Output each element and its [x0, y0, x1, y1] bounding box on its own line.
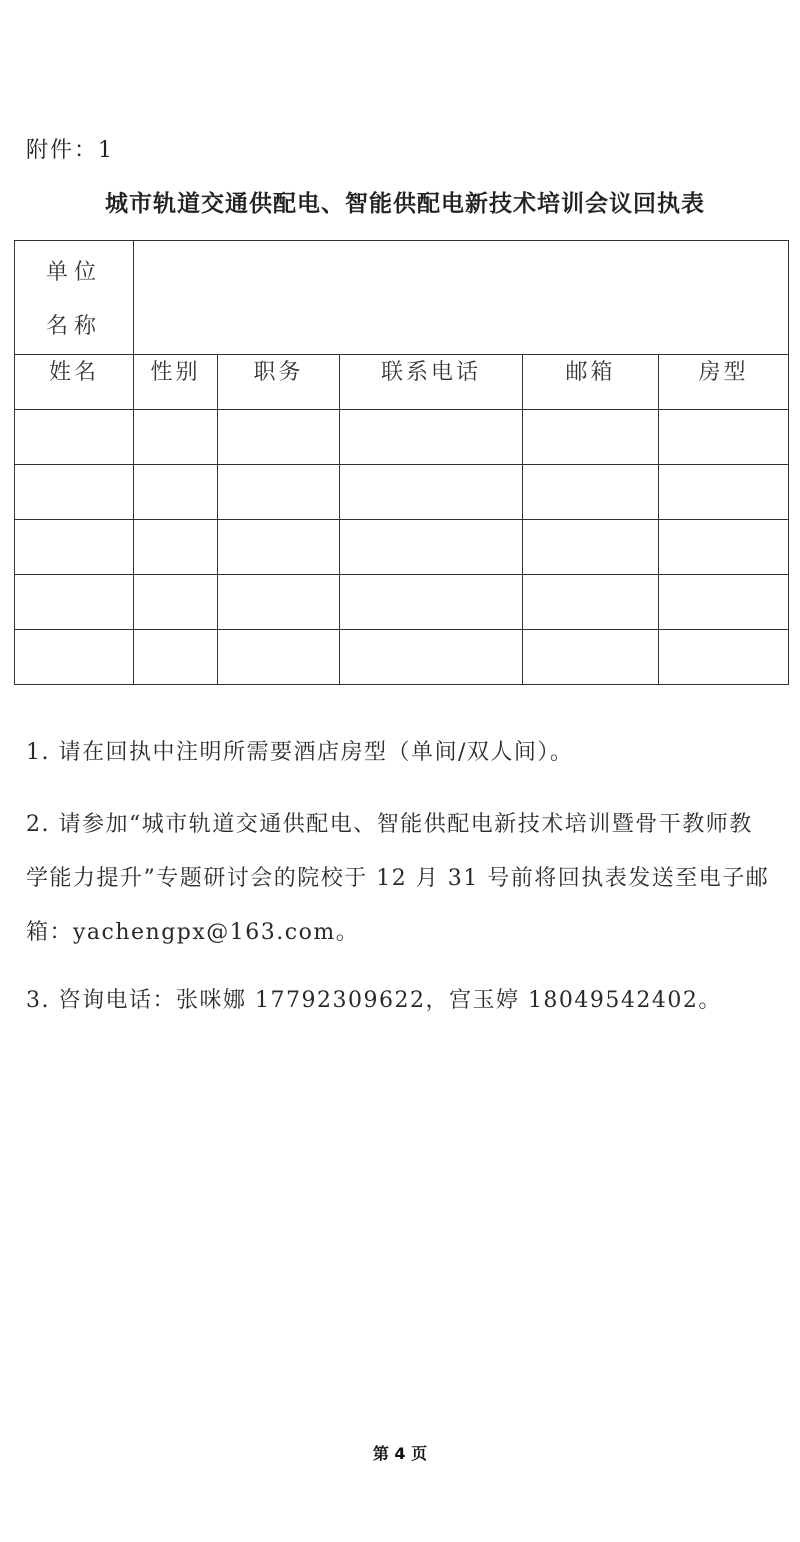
unit-label-line2: 名称	[45, 314, 102, 339]
room-type-cell[interactable]	[659, 410, 789, 465]
note-submission-deadline: 2. 请参加“城市轨道交通供配电、智能供配电新技术培训暨骨干教师教学能力提升”专题研讨会的院校于 12 月 31 号前将回执表发送至电子邮箱：yachengpx@163.com。	[26, 812, 770, 945]
name-cell[interactable]	[15, 520, 134, 575]
note-room-type: 1. 请在回执中注明所需要酒店房型（单间/双人间）。	[26, 740, 574, 765]
unit-name-field[interactable]	[134, 241, 789, 355]
position-cell[interactable]	[218, 520, 340, 575]
room-type-cell[interactable]	[659, 465, 789, 520]
attachment-label: 附件：1	[26, 138, 114, 163]
position-cell[interactable]	[218, 575, 340, 630]
document-title: 城市轨道交通供配电、智能供配电新技术培训会议回执表	[105, 191, 705, 217]
room-type-cell[interactable]	[659, 630, 789, 685]
receipt-form-table	[14, 240, 789, 685]
table-header-row	[15, 355, 789, 410]
phone-cell[interactable]	[340, 520, 523, 575]
email-cell[interactable]	[523, 520, 659, 575]
position-cell[interactable]	[218, 410, 340, 465]
phone-cell[interactable]	[340, 465, 523, 520]
column-header-email: 邮箱	[523, 355, 659, 410]
position-cell[interactable]	[218, 630, 340, 685]
unit-row	[15, 241, 789, 355]
column-header-position: 职务	[218, 355, 340, 410]
gender-cell[interactable]	[134, 520, 218, 575]
table-row	[15, 410, 789, 465]
unit-label-line1: 单位	[45, 260, 102, 285]
phone-cell[interactable]	[340, 630, 523, 685]
gender-cell[interactable]	[134, 465, 218, 520]
page-number: 第 4 页	[372, 1444, 428, 1463]
email-cell[interactable]	[523, 575, 659, 630]
table-row	[15, 520, 789, 575]
name-cell[interactable]	[15, 630, 134, 685]
name-cell[interactable]	[15, 410, 134, 465]
column-header-phone: 联系电话	[340, 355, 523, 410]
position-cell[interactable]	[218, 465, 340, 520]
name-cell[interactable]	[15, 575, 134, 630]
note-contact-phone: 3. 咨询电话：张咪娜 17792309622，宫玉婷 18049542402。	[26, 988, 722, 1013]
room-type-cell[interactable]	[659, 520, 789, 575]
column-header-gender: 性别	[134, 355, 218, 410]
table-row	[15, 575, 789, 630]
gender-cell[interactable]	[134, 630, 218, 685]
phone-cell[interactable]	[340, 575, 523, 630]
column-header-room-type: 房型	[659, 355, 789, 410]
unit-name-label	[44, 241, 104, 354]
room-type-cell[interactable]	[659, 575, 789, 630]
phone-cell[interactable]	[340, 410, 523, 465]
gender-cell[interactable]	[134, 410, 218, 465]
unit-name-label-cell	[15, 241, 134, 355]
table-row	[15, 465, 789, 520]
email-cell[interactable]	[523, 410, 659, 465]
email-cell[interactable]	[523, 630, 659, 685]
table-row	[15, 630, 789, 685]
gender-cell[interactable]	[134, 575, 218, 630]
column-header-name: 姓名	[15, 355, 134, 410]
name-cell[interactable]	[15, 465, 134, 520]
email-cell[interactable]	[523, 465, 659, 520]
